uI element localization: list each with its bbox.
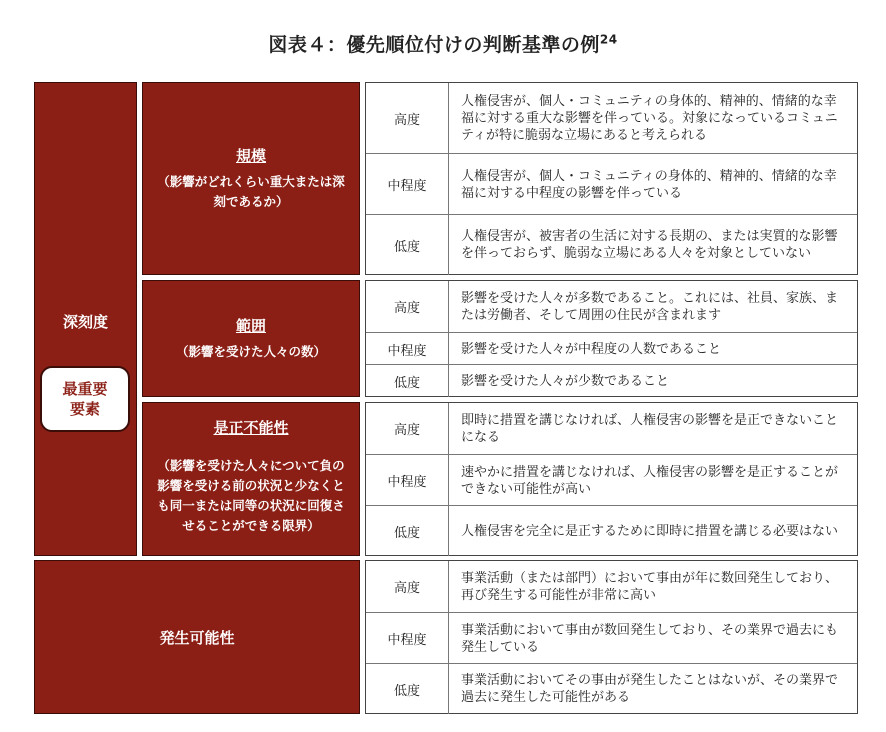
- level-cell: 低度: [366, 664, 449, 714]
- table-row: [366, 153, 857, 215]
- table-row: [366, 214, 857, 275]
- level-cell: 高度: [366, 403, 449, 454]
- likelihood-block: [34, 560, 360, 714]
- level-cell: 低度: [366, 506, 449, 556]
- description-cell: 速やかに措置を講じなければ、人権侵害の影響を是正することができない可能性が高い: [461, 464, 839, 497]
- description-cell: 影響を受けた人々が多数であること。これには、社員、家族、または労働者、そして周囲の住民が含まれます: [461, 290, 839, 323]
- description-cell: 事業活動においてその事由が発生したことはないが、その業界で過去に発生した可能性がある: [461, 673, 839, 705]
- category-desc: （影響を受けた人々について負の影響を受ける前の状況と少なくとも同一または同等の状況に回復させることができる限界）: [157, 458, 345, 533]
- severity-block: [34, 82, 137, 556]
- table-row: [366, 454, 857, 506]
- level-cell: 中程度: [366, 455, 449, 506]
- criteria-group-likelihood: [365, 560, 858, 714]
- figure-title: [0, 30, 886, 57]
- footnote-ref: 24: [599, 32, 618, 47]
- criteria-group-scale: [365, 82, 858, 275]
- category-desc: （影響を受けた人々の数）: [175, 344, 326, 359]
- table-row: [366, 612, 857, 664]
- level-cell: 高度: [366, 83, 449, 153]
- description-cell: 人権侵害が、個人・コミュニティの身体的、精神的、情緒的な幸福に対する重大な影響を伴っている。対象になっているコミュニティが特に脆弱な立場にあると考えられる: [461, 93, 838, 143]
- description-cell: 影響を受けた人々が中程度の人数であること: [461, 341, 722, 357]
- level-cell: 高度: [366, 561, 449, 612]
- table-row: [366, 83, 857, 153]
- category-desc: （影響がどれくらい重大または深刻であるか）: [157, 174, 345, 209]
- table-row: [366, 663, 857, 714]
- category-title: 範囲: [235, 317, 266, 335]
- description-cell: 人権侵害が、個人・コミュニティの身体的、精神的、情緒的な幸福に対する中程度の影響を伴っている: [461, 168, 837, 201]
- criteria-group-irremediability: [365, 402, 858, 556]
- level-cell: 低度: [366, 365, 449, 397]
- level-cell: 中程度: [366, 154, 449, 215]
- description-cell: 影響を受けた人々が少数であること: [461, 373, 670, 389]
- level-cell: 低度: [366, 215, 449, 275]
- severity-label: 深刻度: [62, 313, 108, 331]
- description-cell: 事業活動（または部門）において事由が年に数回発生しており、再び発生する可能性が非常に高い: [461, 570, 839, 603]
- category-scale: [142, 82, 360, 275]
- category-title: 是正不能性: [213, 419, 289, 437]
- table-row: [366, 561, 857, 612]
- level-cell: 中程度: [366, 333, 449, 365]
- most-important-label: 最重要 要素: [62, 380, 108, 418]
- most-important-badge: [40, 366, 130, 432]
- table-row: [366, 281, 857, 332]
- category-scope: [142, 280, 360, 397]
- category-title: 規模: [235, 147, 266, 165]
- table-row: [366, 332, 857, 365]
- criteria-group-scope: [365, 280, 858, 397]
- table-row: [366, 364, 857, 397]
- category-irremediability: [142, 402, 360, 556]
- description-cell: 事業活動において事由が数回発生しており、その業界で過去にも発生している: [461, 622, 839, 655]
- level-cell: 高度: [366, 281, 449, 332]
- table-row: [366, 505, 857, 556]
- likelihood-label: 発生可能性: [159, 628, 235, 647]
- level-cell: 中程度: [366, 613, 449, 664]
- figure-title-text: 図表４：優先順位付けの判断基準の例: [268, 34, 600, 56]
- description-cell: 人権侵害が、被害者の生活に対する長期の、または実質的な影響を伴っておらず、脆弱な立場にある人々を対象としていない: [461, 229, 838, 261]
- table-row: [366, 403, 857, 454]
- description-cell: 人権侵害を完全に是正するために即時に措置を講じる必要はない: [461, 523, 839, 539]
- description-cell: 即時に措置を講じなければ、人権侵害の影響を是正できないことになる: [461, 412, 839, 445]
